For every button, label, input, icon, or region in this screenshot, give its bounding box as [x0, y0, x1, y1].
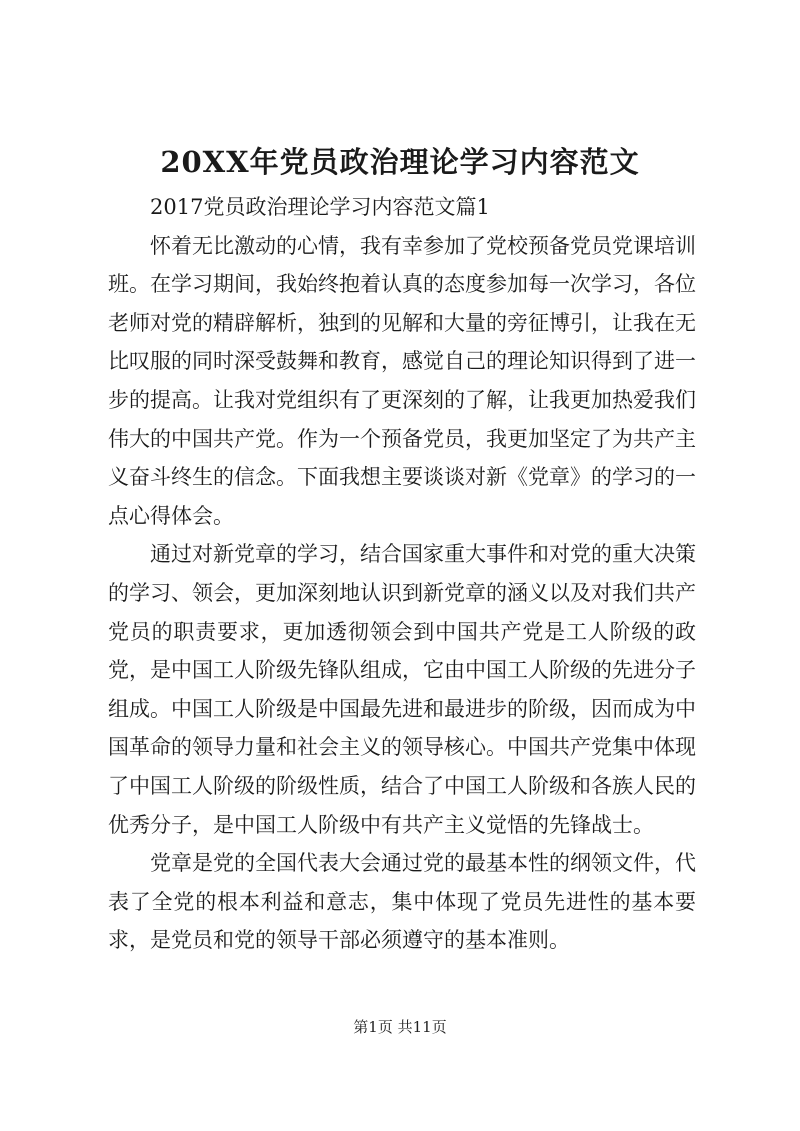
- paragraph-2: 通过对新党章的学习，结合国家重大事件和对党的重大决策的学习、领会，更加深刻地认识到新党章的涵义以及对我们共产党员的职责要求，更加透彻领会到中国共产党是工人阶级的政党，是中国工人阶级先锋队组成，它由中国工人阶级的先进分子组成。中国工人阶级是中国最先进和最进步的阶级，因而成为中国革命的领导力量和社会主义的领导核心。中国共产党集中体现了中国工人阶级的阶级性质，结合了中国工人阶级和各族人民的优秀分子，是中国工人阶级中有共产主义觉悟的先锋战士。: [108, 542, 696, 837]
- document-title: 20XX年党员政治理论学习内容范文: [160, 145, 640, 179]
- document-body: [108, 188, 696, 960]
- paragraph-1: 怀着无比激动的心情，我有幸参加了党校预备党员党课培训班。在学习期间，我始终抱着认真的态度参加每一次学习，各位老师对党的精辟解析，独到的见解和大量的旁征博引，让我在无比叹服的同时深受鼓舞和教育，感觉自己的理论知识得到了进一步的提高。让我对党组织有了更深刻的了解，让我更加热爱我们伟大的中国共产党。作为一个预备党员，我更加坚定了为共产主义奋斗终生的信念。下面我想主要谈谈对新《党章》的学习的一点心得体会。: [108, 233, 696, 528]
- paragraph-3: 党章是党的全国代表大会通过党的最基本性的纲领文件，代表了全党的根本利益和意志，集中体现了党员先进性的基本要求，是党员和党的领导干部必须遵守的基本准则。: [108, 851, 696, 953]
- page-number-footer: 第1页 共11页: [353, 1018, 447, 1036]
- document-subtitle: 2017党员政治理论学习内容范文篇1: [150, 195, 490, 219]
